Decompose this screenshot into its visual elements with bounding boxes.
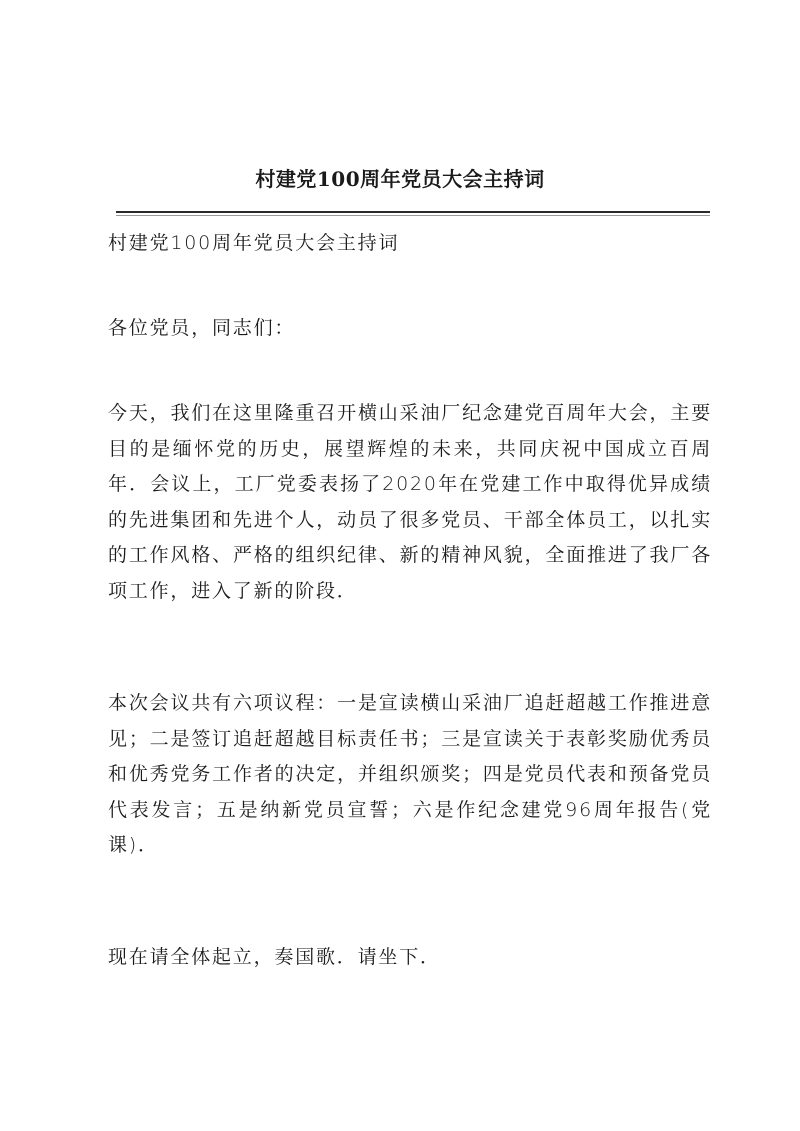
paragraph-anthem: 现在请全体起立，奏国歌．请坐下． — [108, 946, 441, 968]
paragraph-agenda: 本次会议共有六项议程：一是宣读横山采油厂追赶超越工作推进意见；二是签订追赶超越目标责任书；三是宣读关于表彰奖励优秀员和优秀党务工作者的决定，并组织颁奖；四是党员代表和预备党员代表发言；五是纳新党员宣誓；六是作纪念建党96周年报告(党课)． — [108, 692, 712, 856]
paragraph-intro: 今天，我们在这里隆重召开横山采油厂纪念建党百周年大会，主要目的是缅怀党的历史，展望辉煌的未来，共同庆祝中国成立百周年．会议上，工厂党委表扬了2020年在党建工作中取得优异成绩的先进集团和先进个人，动员了很多党员、干部全体员工，以扎实的工作风格、严格的组织纪律、新的精神风貌，全面推进了我厂各项工作，进入了新的阶段． — [108, 402, 712, 602]
paragraph-greeting: 各位党员，同志们： — [108, 317, 296, 339]
paragraph-subtitle: 村建党100周年党员大会主持词 — [108, 232, 400, 254]
document-title: 村建党100周年党员大会主持词 — [255, 167, 545, 191]
title-divider-thin — [116, 215, 710, 216]
title-divider — [116, 211, 710, 213]
